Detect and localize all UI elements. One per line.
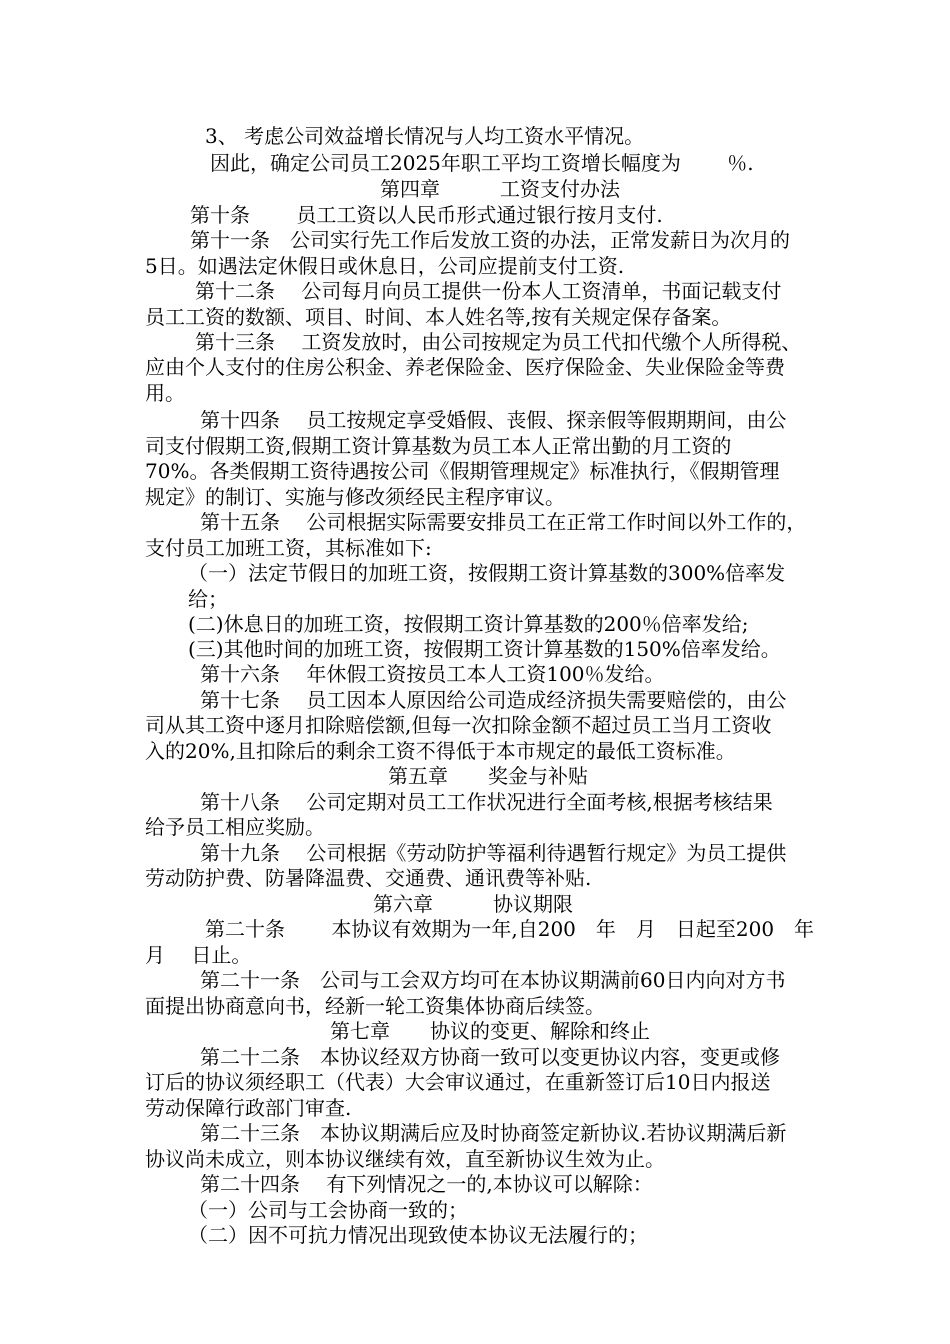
text-line: 第二十条 本协议有效期为一年,自200 年 月 日起至200 年 <box>205 917 815 941</box>
text-line: 司支付假期工资,假期工资计算基数为员工本人正常出勤的月工资的 <box>145 434 732 458</box>
text-line: 第十七条 员工因本人原因给公司造成经济损失需要赔偿的，由公 <box>200 688 787 712</box>
text-line: 劳动保障行政部门审查. <box>145 1096 352 1120</box>
text-line: 给； <box>188 587 228 611</box>
text-line: 给予员工相应奖励。 <box>145 815 325 839</box>
text-line: 第十四条 员工按规定享受婚假、丧假、探亲假等假期期间，由公 <box>200 408 787 432</box>
text-line: 因此，确定公司员工2025年职工平均工资增长幅度为 ％. <box>210 151 754 175</box>
text-line: 第十九条 公司根据《劳动防护等福利待遇暂行规定》为员工提供 <box>200 841 787 865</box>
text-line: 用。 <box>145 381 185 405</box>
text-line: 第七章 协议的变更、解除和终止 <box>330 1019 650 1043</box>
text-line: 第六章 协议期限 <box>373 892 573 916</box>
text-line: 第十三条 工资发放时，由公司按规定为员工代扣代缴个人所得税、 <box>195 330 802 354</box>
text-line: 支付员工加班工资，其标准如下: <box>145 536 432 560</box>
text-line: 劳动防护费、防暑降温费、交通费、通讯费等补贴. <box>145 866 592 890</box>
text-line: (二)休息日的加班工资，按假期工资计算基数的200％倍率发给; <box>188 612 749 636</box>
text-line: 第十二条 公司每月向员工提供一份本人工资清单，书面记载支付 <box>195 279 782 303</box>
text-line: 5日。如遇法定休假日或休息日，公司应提前支付工资. <box>145 254 625 278</box>
text-line: (三)其他时间的加班工资，按假期工资计算基数的150%倍率发给。 <box>188 637 781 661</box>
text-line: 应由个人支付的住房公积金、养老保险金、医疗保险金、失业保险金等费 <box>145 355 785 379</box>
text-line: 员工工资的数额、项目、时间、本人姓名等,按有关规定保存备案。 <box>145 305 732 329</box>
text-line: 规定》的制订、实施与修改须经民主程序审议。 <box>145 485 565 509</box>
text-line: 司从其工资中逐月扣除赔偿额,但每一次扣除金额不超过员工当月工资收 <box>145 713 772 737</box>
text-line: 第五章 奖金与补贴 <box>388 764 588 788</box>
text-line: 入的20%,且扣除后的剩余工资不得低于本市规定的最低工资标准。 <box>145 739 736 763</box>
text-line: 第十条 员工工资以人民币形式通过银行按月支付. <box>190 203 663 227</box>
text-line: 第十五条 公司根据实际需要安排员工在正常工作时间以外工作的， <box>200 510 807 534</box>
text-line: 第二十三条 本协议期满后应及时协商签定新协议.若协议期满后新 <box>200 1121 787 1145</box>
text-line: （二）因不可抗力情况出现致使本协议无法履行的； <box>188 1223 648 1247</box>
text-line: （一）法定节假日的加班工资，按假期工资计算基数的300%倍率发 <box>188 561 786 585</box>
text-line: 3、 考虑公司效益增长情况与人均工资水平情况。 <box>205 124 645 148</box>
text-line: 70%。各类假期工资待遇按公司《假期管理规定》标准执行，《假期管理 <box>145 459 780 483</box>
text-line: 第二十四条 有下列情况之一的,本协议可以解除： <box>200 1172 653 1196</box>
text-line: 第二十二条 本协议经双方协商一致可以变更协议内容，变更或修 <box>200 1045 780 1069</box>
text-line: 第十六条 年休假工资按员工本人工资100％发给。 <box>200 662 665 686</box>
text-line: 月 日止。 <box>145 943 252 967</box>
text-line: 第十一条 公司实行先工作后发放工资的办法，正常发薪日为次月的 <box>190 228 790 252</box>
text-line: 面提出协商意向书，经新一轮工资集体协商后续签。 <box>145 994 605 1018</box>
text-line: 第四章 工资支付办法 <box>380 177 620 201</box>
text-line: 第十八条 公司定期对员工工作状况进行全面考核,根据考核结果 <box>200 790 773 814</box>
text-line: 第二十一条 公司与工会双方均可在本协议期满前60日内向对方书 <box>200 968 786 992</box>
text-line: （一）公司与工会协商一致的； <box>188 1198 468 1222</box>
text-line: 协议尚未成立，则本协议继续有效，直至新协议生效为止。 <box>145 1147 665 1171</box>
text-line: 订后的协议须经职工（代表）大会审议通过，在重新签订后10日内报送 <box>145 1070 771 1094</box>
